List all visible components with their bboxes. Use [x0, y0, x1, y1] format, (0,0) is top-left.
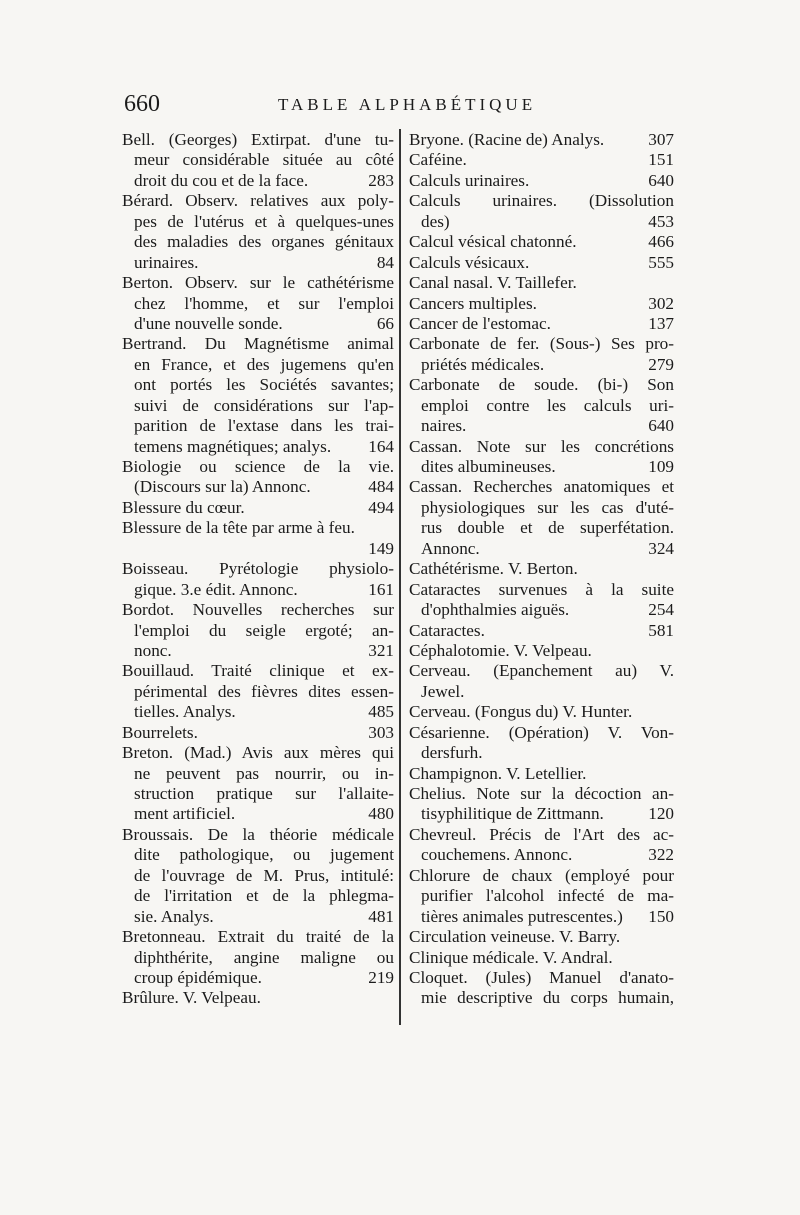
index-line — [409, 825, 674, 845]
running-title: TABLE ALPHABÉTIQUE — [278, 95, 537, 114]
index-page-ref: 485 — [368, 702, 394, 722]
index-entry-text: de l'irritation et de la phlegma- — [134, 886, 394, 906]
index-entry-text: Bretonneau. Extrait du traité de la — [122, 927, 394, 947]
index-entry-text: Calcul vésical chatonné. — [409, 232, 577, 252]
index-page-ref: 279 — [648, 354, 674, 374]
index-page-ref: 640 — [648, 170, 674, 190]
index-line — [409, 273, 674, 293]
index-entry-text: mie descriptive du corps humain, — [421, 988, 674, 1008]
index-entry-text: Bouillaud. Traité clinique et ex- — [122, 661, 394, 681]
page-number: 660 — [124, 91, 160, 117]
index-line — [122, 600, 394, 620]
index-page-ref: 149 — [368, 538, 394, 558]
index-line — [122, 641, 394, 661]
index-entry-text: Carbonate de soude. (bi-) Son — [409, 375, 674, 395]
index-page-ref: 109 — [648, 457, 674, 476]
index-entry-text: Calculs vésicaux. — [409, 252, 530, 272]
index-line — [409, 355, 674, 375]
index-line — [409, 621, 674, 641]
index-entry-text: Cassan. Recherches anatomiques et — [409, 477, 674, 497]
index-line — [122, 866, 394, 886]
index-line — [409, 988, 674, 1008]
index-line — [409, 130, 674, 150]
index-line — [122, 477, 394, 497]
index-line — [122, 661, 394, 681]
index-entry-text: en France, et des jugemens qu'en — [134, 354, 394, 374]
index-line — [409, 682, 674, 702]
index-entry-text: dites albumineuses. — [421, 457, 556, 476]
index-entry-text: d'une nouvelle sonde. — [134, 313, 283, 333]
index-line — [122, 723, 394, 743]
index-entry-text: Bérard. Observ. relatives aux poly- — [122, 191, 394, 211]
index-entry-text: suivi de considérations sur l'ap- — [134, 395, 394, 415]
index-line — [122, 437, 394, 457]
index-line — [122, 968, 394, 988]
index-entry-text: Breton. (Mad.) Avis aux mères qui — [122, 743, 394, 763]
index-line — [409, 212, 674, 232]
index-page-ref: 555 — [648, 252, 674, 272]
index-entry-text: des maladies des organes génitaux — [134, 232, 394, 252]
index-page-ref: 466 — [648, 232, 674, 252]
index-line — [409, 600, 674, 620]
index-entry-text: Circulation veineuse. V. Barry. — [409, 927, 621, 947]
index-line — [409, 886, 674, 906]
index-entry-text: Cancer de l'estomac. — [409, 313, 551, 333]
index-line — [122, 191, 394, 211]
index-line — [122, 518, 394, 538]
index-entry-text: Céphalotomie. V. Velpeau. — [409, 640, 592, 660]
index-entry-text: tières animales putrescentes.) — [421, 906, 623, 926]
index-line — [409, 191, 674, 211]
index-line — [122, 498, 394, 518]
index-page-ref: 302 — [648, 293, 674, 313]
index-line — [409, 477, 674, 497]
index-line — [409, 253, 674, 273]
index-entry-text: Cerveau. (Fongus du) V. Hunter. — [409, 702, 633, 722]
index-line — [409, 764, 674, 784]
index-page-ref: 453 — [648, 211, 674, 231]
index-line — [122, 702, 394, 722]
index-page-ref: 303 — [368, 722, 394, 742]
index-page-ref: 321 — [368, 640, 394, 660]
index-entry-text: couchemens. Annonc. — [421, 845, 573, 865]
index-entry-text: Cataractes. — [409, 620, 485, 640]
index-line — [409, 416, 674, 436]
index-page-ref: 324 — [648, 538, 674, 558]
index-entry-text: ment artificiel. — [134, 804, 236, 824]
index-entry-text: Biologie ou science de la vie. — [122, 457, 394, 476]
index-entry-text: Blessure du cœur. — [122, 497, 245, 517]
index-line — [409, 498, 674, 518]
index-entry-text: physiologiques sur les cas d'uté- — [421, 497, 674, 517]
index-line — [122, 988, 394, 1008]
index-line — [122, 150, 394, 170]
index-line — [122, 743, 394, 763]
index-entry-text: Caféine. — [409, 150, 467, 170]
index-line — [409, 375, 674, 395]
index-entry-text: Blessure de la tête par arme à feu. — [122, 518, 355, 538]
index-line — [409, 968, 674, 988]
index-page-ref: 66 — [376, 313, 394, 333]
index-line — [409, 539, 674, 559]
index-entry-text: Carbonate de fer. (Sous-) Ses pro- — [409, 334, 674, 354]
index-entry-text: sie. Analys. — [134, 906, 214, 926]
index-entry-text: Annonc. — [421, 538, 480, 558]
index-line — [122, 396, 394, 416]
index-entry-text: Calculs urinaires. (Dissolution — [409, 191, 674, 211]
index-line — [409, 661, 674, 681]
index-line — [409, 702, 674, 722]
index-entry-text: purifier l'alcohol infecté de ma- — [421, 886, 674, 906]
index-page-ref: 120 — [648, 804, 674, 824]
index-entry-text: Chevreul. Précis de l'Art des ac- — [409, 824, 674, 844]
index-entry-text: nonc. — [134, 640, 172, 660]
index-line — [122, 253, 394, 273]
index-page-ref: 307 — [648, 130, 674, 149]
index-entry-text: Bryone. (Racine de) Analys. — [409, 130, 605, 149]
index-line — [122, 845, 394, 865]
index-entry-text: chez l'homme, et sur l'emploi — [134, 293, 394, 313]
index-entry-text: droit du cou et de la face. — [134, 170, 309, 190]
index-entry-text: tisyphilitique de Zittmann. — [421, 804, 604, 824]
index-entry-text: diphthérite, angine maligne ou — [134, 947, 394, 967]
index-entry-text: tielles. Analys. — [134, 702, 236, 722]
index-line — [409, 559, 674, 579]
index-entry-text: croup épidémique. — [134, 967, 262, 987]
column-divider — [399, 129, 401, 1025]
index-line — [122, 294, 394, 314]
index-line — [409, 641, 674, 661]
index-entry-text: l'emploi du seigle ergoté; an- — [134, 620, 394, 640]
index-line — [409, 150, 674, 170]
index-entry-text: dite pathologique, ou jugement — [134, 845, 394, 865]
index-entry-text: Champignon. V. Letellier. — [409, 763, 587, 783]
index-line — [122, 682, 394, 702]
index-entry-text: (Discours sur la) Annonc. — [134, 477, 311, 497]
index-page-ref: 283 — [368, 170, 394, 190]
index-entry-text: Bourrelets. — [122, 722, 198, 742]
index-line — [409, 743, 674, 763]
index-line — [409, 784, 674, 804]
index-line — [122, 314, 394, 334]
index-line — [409, 294, 674, 314]
index-line — [122, 621, 394, 641]
index-entry-text: Bordot. Nouvelles recherches sur — [122, 600, 394, 620]
index-page-ref: 151 — [648, 150, 674, 170]
index-line — [409, 866, 674, 886]
index-entry-text: pes de l'utérus et à quelques-unes — [134, 211, 394, 231]
index-page-ref: 640 — [648, 416, 674, 436]
index-page-ref: 254 — [648, 600, 674, 620]
index-page-ref: 161 — [368, 579, 394, 599]
index-line — [122, 886, 394, 906]
index-page-ref: 481 — [368, 906, 394, 926]
index-line — [409, 907, 674, 927]
index-entry-text: Broussais. De la théorie médicale — [122, 824, 394, 844]
index-entry-text: emploi contre les calculs uri- — [421, 395, 674, 415]
index-line — [122, 559, 394, 579]
index-line — [409, 927, 674, 947]
index-page-ref: 137 — [648, 313, 674, 333]
index-line — [122, 784, 394, 804]
index-entry-text: dersfurh. — [421, 743, 483, 763]
index-page-ref: 219 — [368, 967, 394, 987]
index-line — [122, 457, 394, 477]
index-entry-text: Cerveau. (Epanchement au) V. — [409, 661, 674, 681]
index-entry-text: Cassan. Note sur les concrétions — [409, 436, 674, 456]
index-page-ref: 480 — [368, 804, 394, 824]
index-entry-text: Boisseau. Pyrétologie physiolo- — [122, 559, 394, 579]
index-entry-text: Chlorure de chaux (employé pour — [409, 865, 674, 885]
index-entry-text: Césarienne. (Opération) V. Von- — [409, 722, 674, 742]
index-page-ref: 484 — [368, 477, 394, 497]
index-line — [122, 334, 394, 354]
index-entry-text: meur considérable située au côté — [134, 150, 394, 170]
index-line — [122, 171, 394, 191]
index-line — [409, 457, 674, 477]
index-line — [122, 212, 394, 232]
index-line — [409, 948, 674, 968]
index-entry-text: Brûlure. V. Velpeau. — [122, 988, 261, 1008]
index-entry-text: Cataractes survenues à la suite — [409, 579, 674, 599]
index-line — [122, 804, 394, 824]
index-column-right — [409, 130, 674, 1009]
index-page-ref: 84 — [376, 252, 394, 272]
index-line — [409, 437, 674, 457]
index-entry-text: parition de l'extase dans les trai- — [134, 416, 394, 436]
index-entry-text: ont portés les Sociétés savantes; — [134, 375, 394, 395]
index-entry-text: gique. 3.e édit. Annonc. — [134, 579, 298, 599]
index-line — [409, 580, 674, 600]
index-entry-text: de l'ouvrage de M. Prus, intitulé: — [134, 865, 394, 885]
index-entry-text: temens magnétiques; analys. — [134, 436, 332, 456]
index-entry-text: priétés médicales. — [421, 354, 545, 374]
index-entry-text: Bell. (Georges) Extirpat. d'une tu- — [122, 130, 394, 149]
index-entry-text: Canal nasal. V. Taillefer. — [409, 273, 577, 293]
index-line — [122, 416, 394, 436]
index-entry-text: ne peuvent pas nourrir, ou in- — [134, 763, 394, 783]
index-line — [409, 804, 674, 824]
index-line — [122, 948, 394, 968]
index-entry-text: Jewel. — [421, 681, 465, 701]
index-line — [409, 723, 674, 743]
index-line — [122, 539, 394, 559]
index-entry-text: Chelius. Note sur la décoction an- — [409, 784, 674, 803]
index-page-ref: 164 — [368, 436, 394, 456]
index-entry-text: périmental des fièvres dites essen- — [134, 681, 394, 701]
index-line — [122, 764, 394, 784]
index-page-ref: 494 — [368, 497, 394, 517]
index-page-ref: 581 — [648, 620, 674, 640]
index-entry-text: d'ophthalmies aiguës. — [421, 600, 570, 620]
index-entry-text: Clinique médicale. V. Andral. — [409, 947, 613, 967]
index-line — [122, 130, 394, 150]
index-line — [122, 355, 394, 375]
index-entry-text: urinaires. — [134, 252, 199, 272]
index-line — [409, 171, 674, 191]
index-entry-text: Cloquet. (Jules) Manuel d'anato- — [409, 967, 674, 987]
index-line — [409, 314, 674, 334]
index-line — [122, 825, 394, 845]
index-entry-text: struction pratique sur l'allaite- — [134, 784, 394, 803]
index-entry-text: Berton. Observ. sur le cathétérisme — [122, 273, 394, 293]
index-line — [122, 927, 394, 947]
index-entry-text: Cathétérisme. V. Berton. — [409, 559, 578, 579]
index-line — [409, 232, 674, 252]
index-line — [122, 907, 394, 927]
index-line — [122, 232, 394, 252]
index-column-left — [122, 130, 394, 1009]
index-line — [409, 845, 674, 865]
index-entry-text: Cancers multiples. — [409, 293, 537, 313]
index-line — [122, 580, 394, 600]
index-line — [409, 334, 674, 354]
index-line — [409, 396, 674, 416]
index-line — [122, 273, 394, 293]
index-entry-text: Bertrand. Du Magnétisme animal — [122, 334, 394, 354]
index-entry-text: rus double et de superfétation. — [421, 518, 674, 538]
index-entry-text: des) — [421, 211, 450, 231]
index-line — [122, 375, 394, 395]
index-entry-text: Calculs urinaires. — [409, 170, 530, 190]
index-line — [409, 518, 674, 538]
index-entry-text: naires. — [421, 416, 467, 436]
index-page-ref: 150 — [648, 906, 674, 926]
index-page-ref: 322 — [648, 845, 674, 865]
